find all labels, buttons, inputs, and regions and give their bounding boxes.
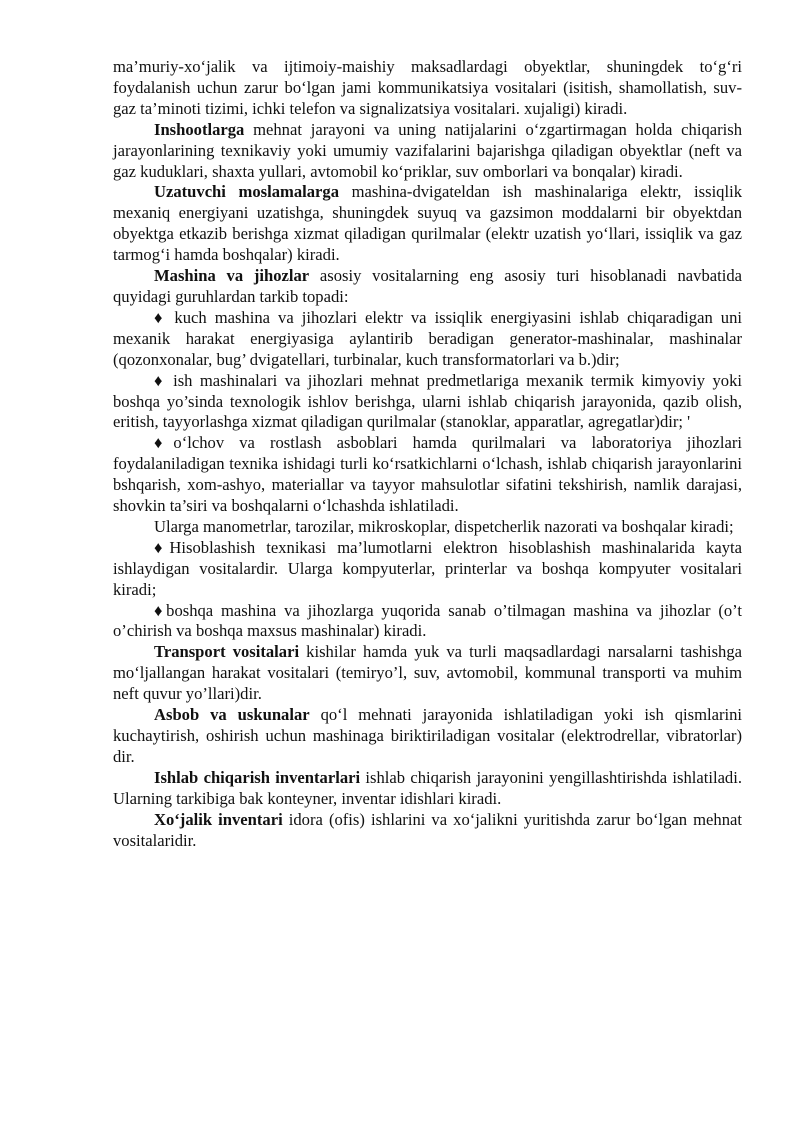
paragraph-uzatuvchi: [113, 182, 742, 266]
paragraph-inshootlar: [113, 120, 742, 183]
paragraph-text: o‘lchov va rostlash asboblari hamda qurilmalari va laboratoriya jihozlari foydalaniladigan texnika ishidagi turli ko‘rsatkichlarni o‘lchash, ishlab chiqarish jarayonlarini bshqarish, xom-ashyo, materiallar va tayyor mahsulotlar sifatini tekshirish, namlik darajasi, shovkin ta’siri va boshqalarni o‘lchashda ishlatiladi.: [113, 433, 743, 516]
diamond-bullet-icon: ♦: [154, 433, 174, 453]
paragraph-intro: [113, 57, 742, 120]
list-item-hisoblash: [113, 538, 742, 601]
diamond-bullet-icon: ♦: [154, 600, 167, 620]
list-item-kuch-mashina: [113, 308, 742, 371]
paragraph-text: Ularga manometrlar, tarozilar, mikroskoplar, dispetcherlik nazorati va boshqalar kiradi;: [154, 516, 734, 536]
term-heading: Ishlab chiqarish inventarlari: [154, 767, 361, 787]
paragraph-text: ish mashinalari va jihozlari mehnat predmetlariga mexanik termik kimyoviy yoki boshqa yo’sinda texnologik ishlov berishga, ularni ishlab chiqarish jarayonida, qazib olish, eritish, tayyorlashga xizmat qiladigan qurilmalar (stanoklar, apparatlar, agregatlar)dir; ': [113, 370, 742, 432]
diamond-bullet-icon: ♦: [154, 370, 166, 390]
paragraph-text: qo‘l mehnati jarayonida ishlatiladigan yoki ish qismlarini kuchaytirish, oshirish uchun mashinaga biriktiriladigan vositalar (elektrodrellar, vibratorlar) dir.: [113, 705, 742, 766]
paragraph-transport: [113, 642, 742, 705]
paragraph-xojalik: [113, 810, 742, 852]
term-heading: Mashina va jihozlar: [154, 266, 310, 286]
paragraph-text: mashina-dvigateldan ish mashinalariga elektr, issiqlik mexaniq energiyani uzatishga, shuningdek suyuq va gazsimon moddalarni bir obyektdan obyektga etkazib berishga xizmat qiladigan qurilmalar (elektr uzatish yo‘llari, issiqlik va gaz tarmog‘i hamda boshqalar) kiradi.: [113, 182, 742, 265]
paragraph-ularga: [113, 517, 742, 538]
term-heading: Transport vositalari: [154, 642, 300, 662]
diamond-bullet-icon: ♦: [154, 307, 167, 327]
paragraph-inventarlar: [113, 768, 742, 810]
list-item-boshqa: [113, 601, 742, 643]
term-heading: Inshootlarga: [154, 119, 245, 139]
paragraph-text: kishilar hamda yuk va turli maqsadlardagi narsalarni tashishga mo‘ljallangan harakat vositalari (temiryo’l, suv, avtomobil, kommunal transporti va muhim neft quvur yo’llari)dir.: [113, 642, 742, 704]
paragraph-text: asosiy vositalarning eng asosiy turi hisoblanadi navbatida quyidagi guruhlardan tarkib topadi:: [113, 266, 742, 306]
document-page: [113, 57, 742, 851]
list-item-ish-mashina: [113, 371, 742, 434]
paragraph-asbob: [113, 705, 742, 768]
paragraph-text: ishlab chiqarish jarayonini yengillashtirishda ishlatiladi. Ularning tarkibiga bak konteyner, inventar idishlari kiradi.: [113, 767, 742, 808]
paragraph-text: idora (ofis) ishlarini va xo‘jalikni yuritishda zarur bo‘lgan mehnat vositalaridir.: [113, 809, 742, 850]
term-heading: Asbob va uskunalar: [154, 705, 310, 725]
term-heading: Uzatuvchi moslamalarga: [154, 182, 339, 202]
paragraph-mashina: [113, 266, 742, 308]
term-heading: Xo‘jalik inventari: [154, 809, 283, 829]
paragraph-text: kuch mashina va jihozlari elektr va issiqlik energiyasini ishlab chiqaradigan uni mexanik harakat energiyasiga aylantirib beradigan generator-mashinalar, mashinalar (qozonxonalar, bug’ dvigatellari, turbinalar, kuch transformatorlari va b.)dir;: [113, 307, 742, 369]
diamond-bullet-icon: ♦: [154, 537, 170, 557]
paragraph-text: boshqa mashina va jihozlarga yuqorida sanab o’tilmagan mashina va jihozlar (o’t o’chirish va boshqa maxsus mashinalar) kiradi.: [113, 600, 742, 641]
paragraph-text: Hisoblashish texnikasi ma’lumotlarni elektron hisoblashish mashinalarida kayta ishlaydigan vositalardir. Ularga kompyuterlar, printerlar va boshqa kompyuter vositalari kiradi;: [113, 537, 742, 599]
paragraph-text: ma’muriy-xo‘jalik va ijtimoiy-maishiy maksadlardagi obyektlar, shuningdek to‘g‘ri foydalanish uchun zarur bo‘lgan jami kommunikatsiya vositalari (isitish, shamollatish, suv-gaz ta’minoti tizimi, ichki telefon va signalizatsiya vositalari. xujaligi) kiradi.: [113, 57, 742, 118]
list-item-olchov: [113, 433, 742, 517]
paragraph-text: mehnat jarayoni va uning natijalarini o‘zgartirmagan holda chiqarish jarayonlarining texnikaviy yoki umumiy vazifalarini bajarishga qiladigan obyektlar (neft va gaz kuduklari, shaxta yullari, avtomobil ko‘priklar, suv omborlari va bonqalar) kiradi.: [113, 119, 742, 181]
